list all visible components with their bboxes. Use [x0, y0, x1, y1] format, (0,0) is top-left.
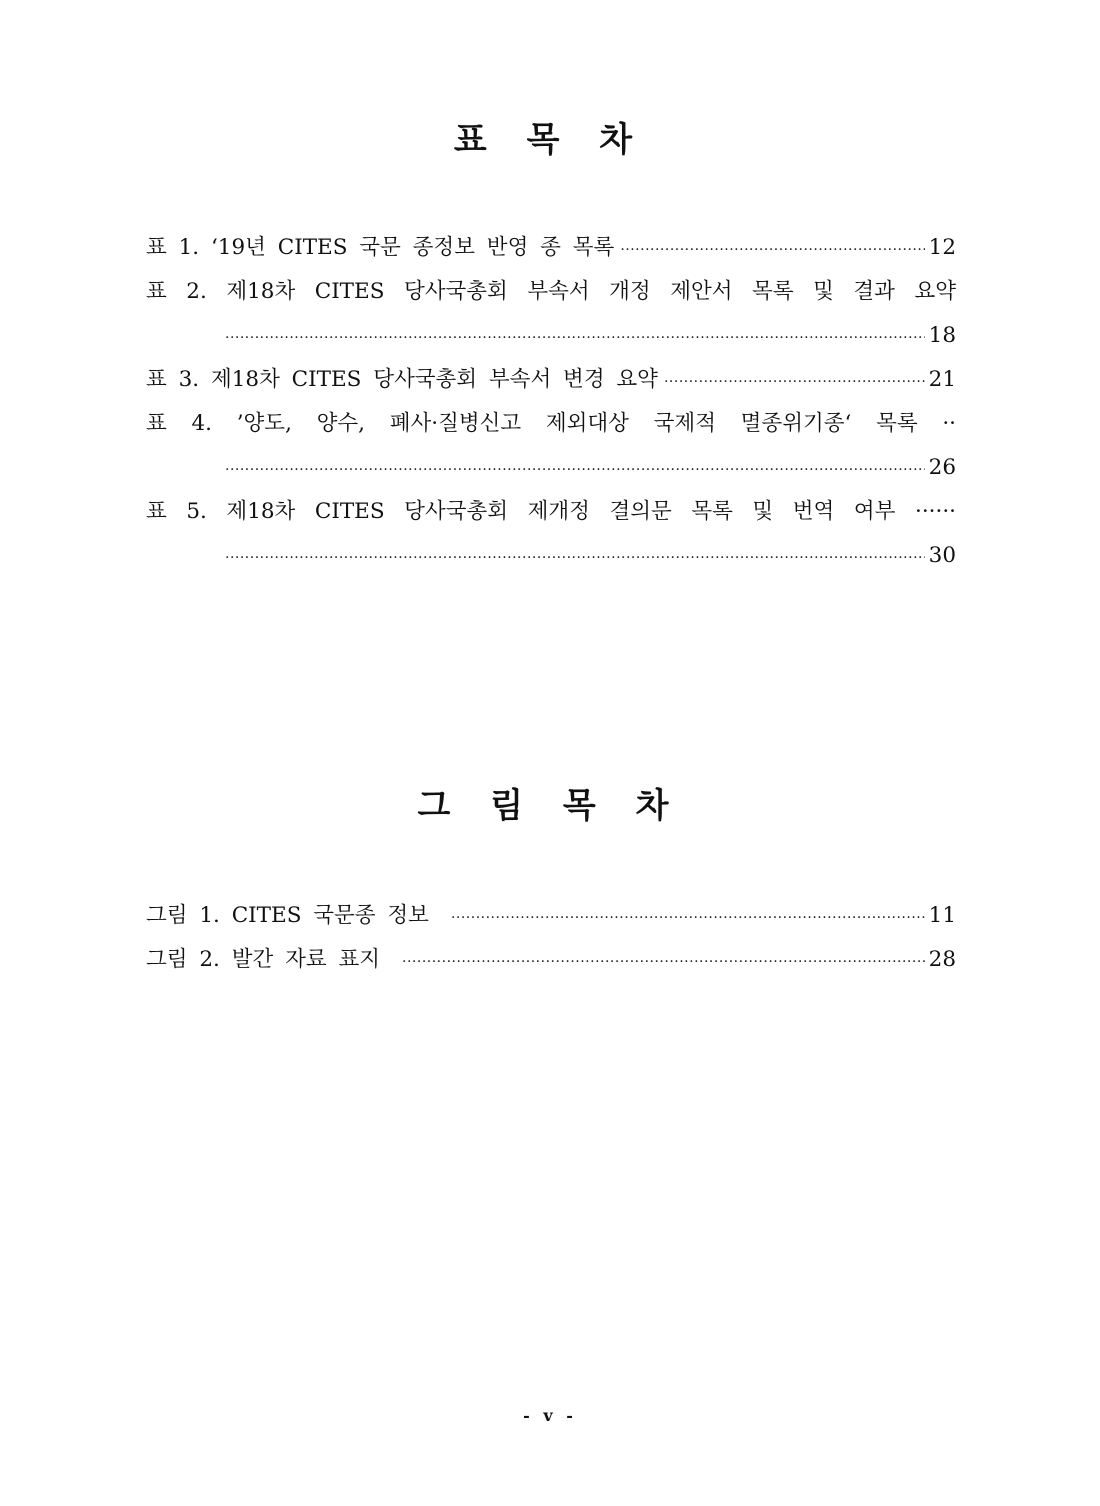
- toc-entry-label: 표 2. 제18차 CITES 당사국총회 부속서 개정 제안서 목록 및 결과 요약: [146, 279, 956, 304]
- tables-toc-title: 표 목 차: [453, 120, 647, 160]
- dot-leader: [620, 228, 924, 270]
- toc-entry-table-2-continuation[interactable]: [146, 314, 956, 358]
- toc-entry-table-5-continuation[interactable]: [146, 534, 956, 578]
- dot-leader: [225, 316, 925, 358]
- toc-entry-table-2[interactable]: [146, 270, 956, 314]
- toc-entry-page: 12: [928, 235, 956, 260]
- figures-toc-title: 그 림 목 차: [417, 786, 683, 826]
- toc-entry-page: 11: [928, 903, 956, 928]
- dot-leader: [451, 896, 925, 938]
- figures-toc-list: [146, 894, 956, 982]
- dot-leader: [225, 536, 925, 578]
- toc-entry-table-5[interactable]: [146, 490, 956, 534]
- toc-entry-figure-2[interactable]: [146, 938, 956, 982]
- dot-leader: [664, 360, 925, 402]
- toc-entry-label: 표 5. 제18차 CITES 당사국총회 제개정 결의문 목록 및 번역 여부 ······: [146, 499, 956, 524]
- toc-entry-table-3[interactable]: [146, 358, 956, 402]
- dot-leader: [402, 940, 925, 982]
- toc-entry-page: 28: [928, 947, 956, 972]
- toc-entry-figure-1[interactable]: [146, 894, 956, 938]
- dot-leader: [225, 448, 925, 490]
- toc-entry-page: 18: [928, 323, 956, 348]
- toc-entry-page: 30: [928, 543, 956, 568]
- page-number: - v -: [523, 1406, 577, 1425]
- toc-entry-table-4-continuation[interactable]: [146, 446, 956, 490]
- toc-entry-label: 표 3. 제18차 CITES 당사국총회 부속서 변경 요약: [146, 367, 658, 392]
- toc-entry-label: 표 4. ’양도, 양수, 폐사·질병신고 제외대상 국제적 멸종위기종‘ 목록 ··: [146, 411, 956, 436]
- toc-entry-page: 21: [928, 367, 956, 392]
- toc-entry-label: 표 1. ‘19년 CITES 국문 종정보 반영 종 목록: [146, 235, 615, 260]
- toc-entry-label: 그림 2. 발간 자료 표지: [146, 947, 381, 972]
- tables-toc-list: [146, 226, 956, 578]
- toc-entry-table-4[interactable]: [146, 402, 956, 446]
- toc-entry-label: 그림 1. CITES 국문종 정보: [146, 903, 429, 928]
- toc-entry-table-1[interactable]: [146, 226, 956, 270]
- toc-entry-page: 26: [928, 455, 956, 480]
